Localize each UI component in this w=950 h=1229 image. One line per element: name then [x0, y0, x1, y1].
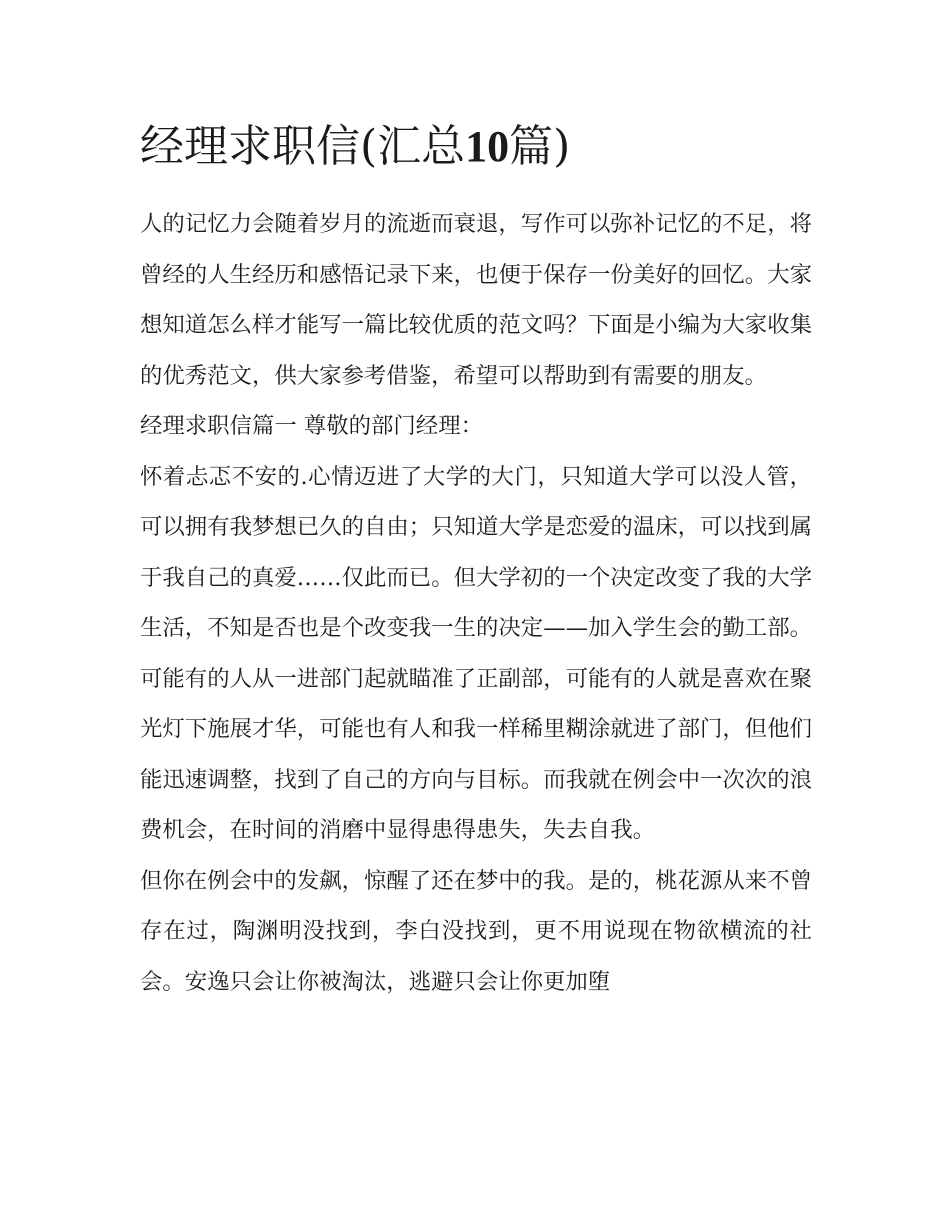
paragraph-body-2: 但你在例会中的发飙，惊醒了还在梦中的我。是的，桃花源从来不曾存在过，陶渊明没找到，李白没找到，更不用说现在物欲横流的社会。安逸只会让你被淘汰，逃避只会让你更加堕	[140, 867, 812, 995]
title-number: 10	[465, 122, 510, 171]
document-title	[140, 116, 820, 178]
paragraph-salutation: 经理求职信篇一 尊敬的部门经理：	[140, 413, 483, 439]
document-body	[140, 199, 812, 1007]
title-end: 篇)	[509, 121, 571, 172]
title-text: 经理求职信(汇总	[140, 121, 466, 172]
paragraph-intro: 人的记忆力会随着岁月的流逝而衰退，写作可以弥补记忆的不足，将曾经的人生经历和感悟记录下来，也便于保存一份美好的回忆。大家想知道怎么样才能写一篇比较优质的范文吗？下面是小编为大家收集的优秀范文，供大家参考借鉴，希望可以帮助到有需要的朋友。	[140, 211, 812, 389]
paragraph-body-1: 怀着忐忑不安的.心情迈进了大学的大门，只知道大学可以没人管，可以拥有我梦想已久的自由；只知道大学是恋爱的温床，可以找到属于我自己的真爱……仅此而已。但大学初的一个决定改变了我的大学生活，不知是否也是个改变我一生的决定——加入学生会的勤工部。可能有的人从一进部门起就瞄准了正副部，可能有的人就是喜欢在聚光灯下施展才华，可能也有人和我一样稀里糊涂就进了部门，但他们能迅速调整，找到了自己的方向与目标。而我就在例会中一次次的浪费机会，在时间的消磨中显得患得患失，失去自我。	[140, 463, 812, 843]
